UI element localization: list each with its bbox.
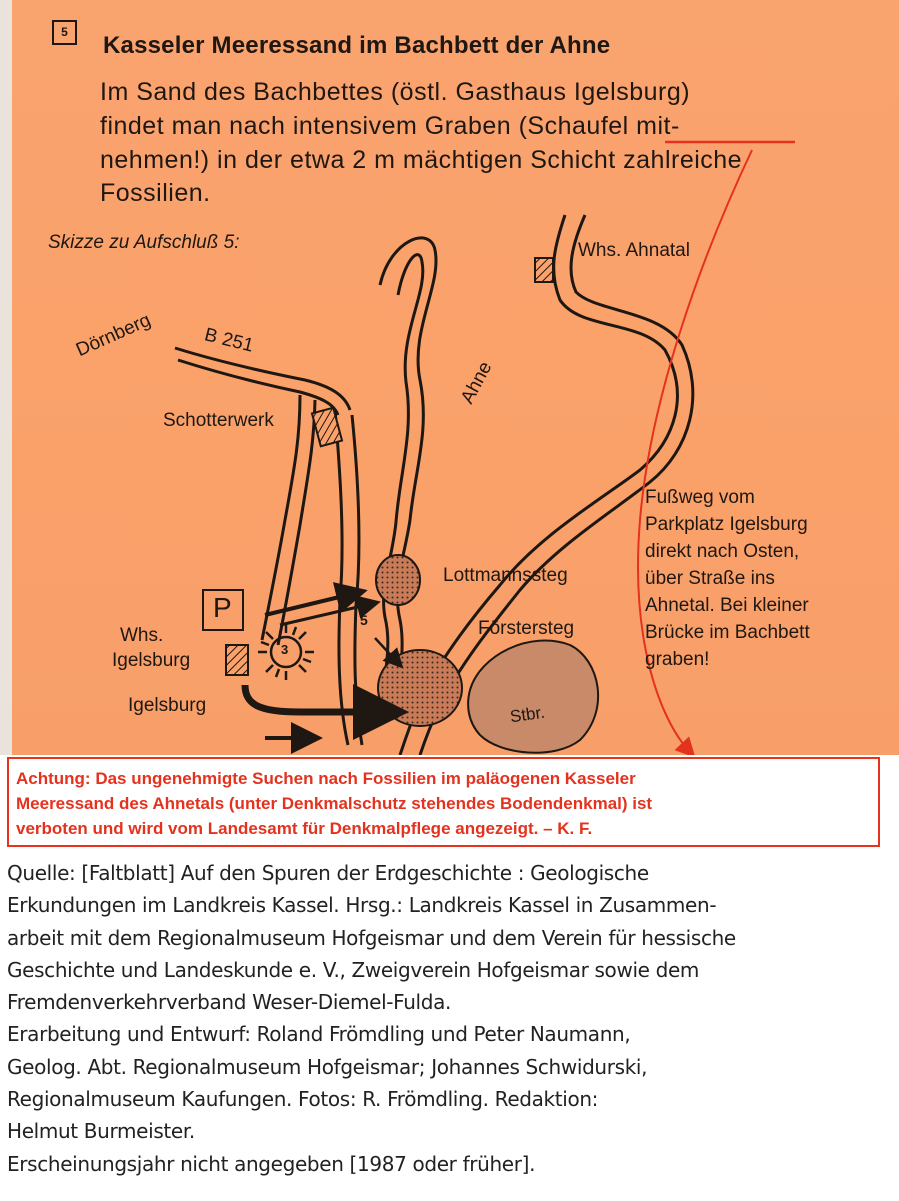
label-whs-ahnatal: Whs. Ahnatal <box>578 240 690 261</box>
note-line: graben! <box>645 649 710 670</box>
outcrop-lottmannssteg <box>376 555 420 605</box>
source-citation <box>7 857 736 1180</box>
note-line: Brücke im Bachbett <box>645 622 810 643</box>
label-igelsburg: Igelsburg <box>128 695 207 716</box>
note-line: direkt nach Osten, <box>645 541 800 562</box>
source-line: Erkundungen im Landkreis Kassel. Hrsg.: Landkreis Kassel in Zusammen- <box>7 893 717 918</box>
road-main <box>335 410 348 745</box>
paragraph-line: Fossilien. <box>100 179 211 207</box>
paragraph-line: findet man nach intensivem Graben (Schaufel mit- <box>100 112 680 140</box>
source-line: Helmut Burmeister. <box>7 1119 195 1144</box>
label-ahne: Ahne <box>457 358 497 408</box>
label-foerstersteg: Förstersteg <box>478 618 575 639</box>
source-line: Erarbeitung und Entwurf: Roland Frömdling und Peter Naumann, <box>7 1022 631 1047</box>
source-line: Geolog. Abt. Regionalmuseum Hofgeismar; Johannes Schwidurski, <box>7 1054 648 1079</box>
note-line: Parkplatz Igelsburg <box>645 514 808 535</box>
warning-line: Meeressand des Ahnetals (unter Denkmalschutz stehendes Bodendenkmal) ist <box>16 794 653 813</box>
paragraph-line: Im Sand des Bachbettes (östl. Gasthaus Igelsburg) <box>100 78 691 106</box>
label-doernberg: Dörnberg <box>73 309 154 362</box>
label-parking: P <box>213 592 232 623</box>
source-line: Quelle: [Faltblatt] Auf den Spuren der Erdgeschichte : Geologische <box>7 861 649 885</box>
building-icon <box>226 645 248 675</box>
note-line: Ahnetal. Bei kleiner <box>645 595 809 616</box>
label-stbr: Stbr. <box>508 702 547 727</box>
site-number-box: 5 <box>52 20 77 45</box>
label-b251: B 251 <box>202 324 256 357</box>
warning-box <box>7 757 880 847</box>
label-site-3: 3 <box>281 642 289 657</box>
building-icon <box>535 258 553 282</box>
source-line: Geschichte und Landeskunde e. V., Zweigverein Hofgeismar sowie dem <box>7 957 700 982</box>
source-line: Fremdenverkehrverband Weser-Diemel-Fulda. <box>7 990 451 1015</box>
leaflet-heading: Kasseler Meeressand im Bachbett der Ahne <box>103 32 611 59</box>
paragraph-line: nehmen!) in der etwa 2 m mächtigen Schicht zahlreiche <box>100 146 743 174</box>
label-lottmannssteg: Lottmannssteg <box>443 565 568 586</box>
note-line: Fußweg vom <box>645 487 755 508</box>
quarry-area <box>468 641 598 753</box>
warning-line: verboten und wird vom Landesamt für Denkmalpflege angezeigt. – K. F. <box>16 819 593 838</box>
arrow-right-icon <box>245 685 395 712</box>
source-line: Regionalmuseum Kaufungen. Fotos: R. Frömdling. Redaktion: <box>7 1087 599 1112</box>
label-site-5: 5 <box>360 612 368 628</box>
label-whs: Whs. <box>120 625 164 646</box>
source-line: arbeit mit dem Regionalmuseum Hofgeismar und dem Verein für hessische <box>7 925 736 950</box>
sketch-caption: Skizze zu Aufschluß 5: <box>48 232 240 253</box>
road-main-edge <box>352 415 362 745</box>
warning-line: Achtung: Das ungenehmigte Suchen nach Fossilien im paläogenen Kasseler <box>16 769 636 788</box>
arrow-right-icon <box>265 592 360 615</box>
note-line: über Straße ins <box>645 568 775 589</box>
label-igelsburg-inn: Igelsburg <box>112 650 191 671</box>
source-line: Erscheinungsjahr nicht angegeben [1987 oder früher]. <box>7 1151 536 1176</box>
label-schotterwerk: Schotterwerk <box>163 410 274 431</box>
